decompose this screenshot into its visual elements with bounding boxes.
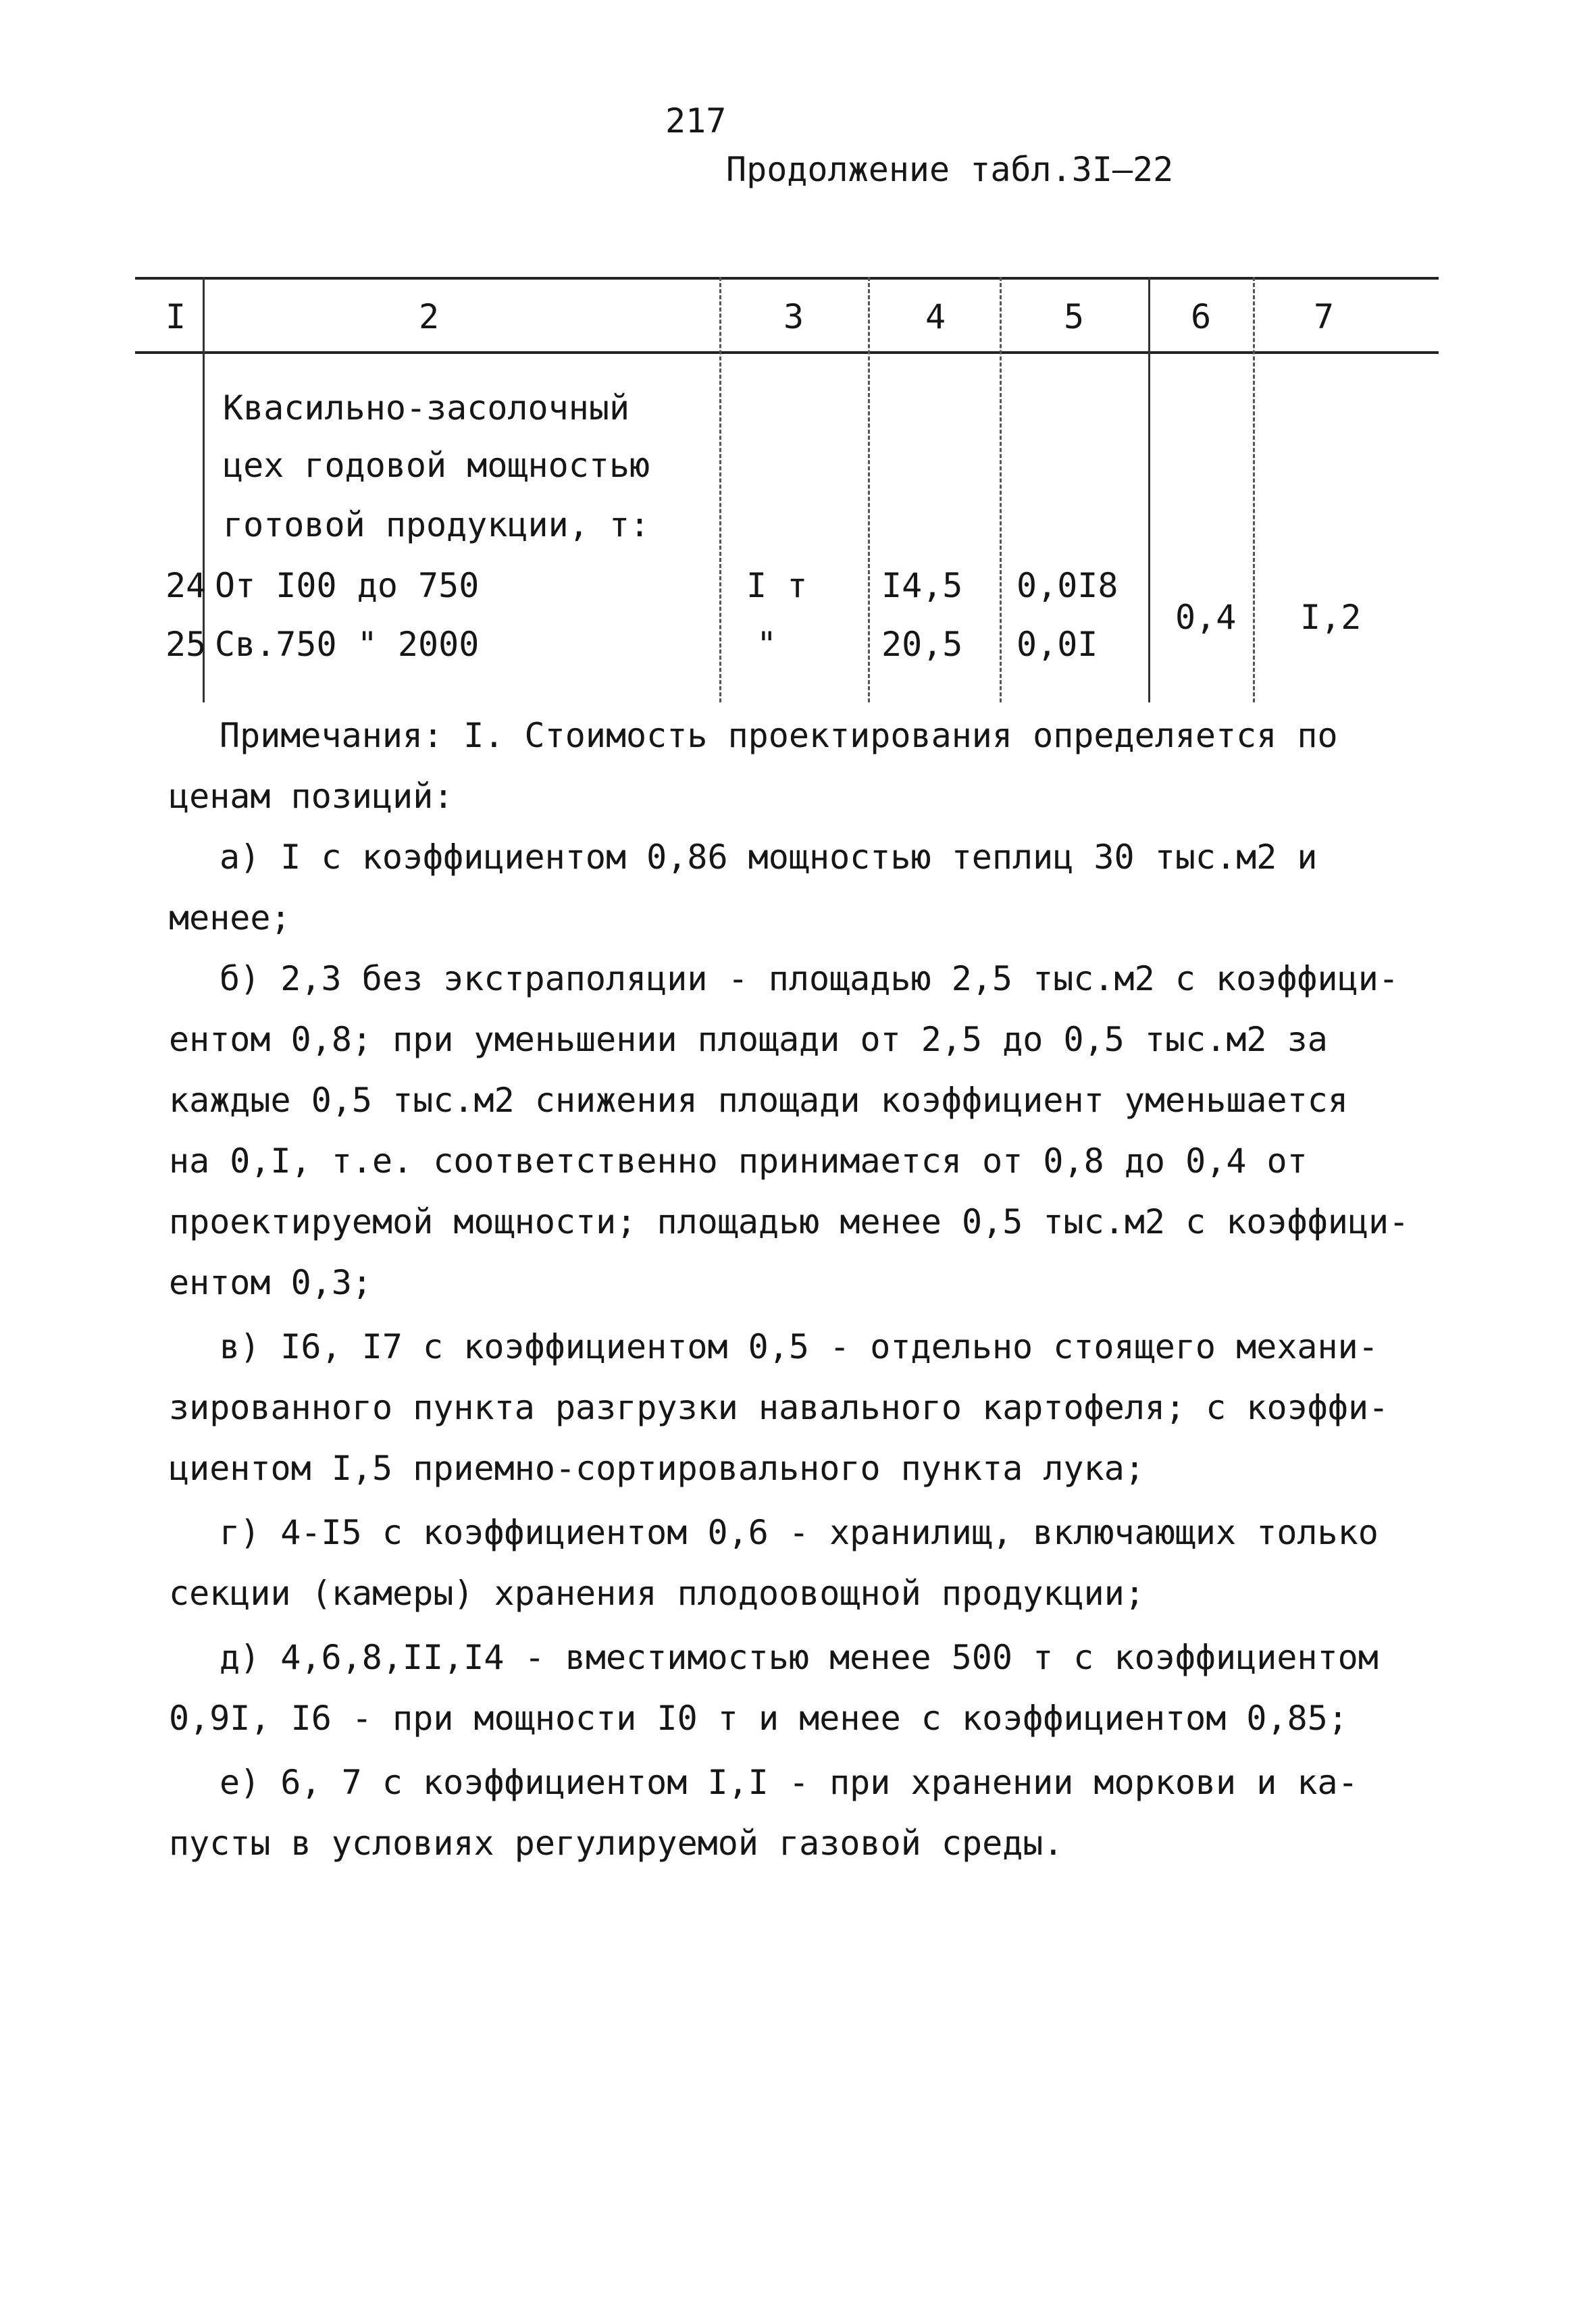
table-header-col-2: 2	[418, 297, 440, 336]
note-line: д) 4,6,8,II,I4 - вместимостью менее 500 т с коэффициентом	[220, 1638, 1379, 1677]
table-header-col-7: 7	[1313, 297, 1335, 336]
table-header-col-6: 6	[1190, 297, 1212, 336]
table-header-col-5: 5	[1063, 297, 1085, 336]
row-col-4: 20,5	[881, 625, 963, 664]
row-name: От I00 до 750	[215, 566, 480, 605]
note-line: каждые 0,5 тыс.м2 снижения площади коэффициент уменьшается	[169, 1081, 1348, 1120]
col-divider-5	[1148, 277, 1150, 702]
note-line: менее;	[169, 898, 291, 937]
row-col-5: 0,0I	[1016, 625, 1098, 664]
note-line: ентом 0,3;	[169, 1263, 373, 1302]
page-number: 217	[665, 101, 727, 140]
group-title-line: цех годовой мощностью	[223, 446, 650, 485]
row-unit: "	[756, 625, 777, 664]
table-header-rule	[135, 351, 1439, 354]
col-divider-2	[719, 277, 721, 702]
note-line: а) I с коэффициентом 0,86 мощностью теплиц 30 тыс.м2 и	[220, 838, 1318, 877]
row-number: 24	[165, 566, 207, 605]
row-name: Св.750 " 2000	[215, 625, 480, 664]
note-line: пусты в условиях регулируемой газовой среды.	[169, 1824, 1064, 1863]
col-divider-3	[868, 277, 870, 702]
note-line: в) I6, I7 с коэффициентом 0,5 - отдельно стоящего механи-	[220, 1327, 1379, 1366]
note-line: Примечания: I. Стоимость проектирования определяется по	[220, 716, 1338, 755]
row-unit: I т	[746, 566, 808, 605]
merged-col-7: I,2	[1300, 598, 1362, 637]
note-line: на 0,I, т.е. соответственно принимается от 0,8 до 0,4 от	[169, 1141, 1308, 1181]
row-number: 25	[165, 625, 207, 664]
group-title-line: готовой продукции, т:	[223, 505, 650, 544]
table-header-col-4: 4	[925, 297, 946, 336]
note-line: ценам позиций:	[169, 777, 454, 816]
merged-col-6: 0,4	[1175, 598, 1237, 637]
note-line: е) 6, 7 с коэффициентом I,I - при хранении моркови и ка-	[220, 1763, 1358, 1802]
note-line: секции (камеры) хранения плодоовощной продукции;	[169, 1574, 1145, 1613]
table-header-col-3: 3	[783, 297, 804, 336]
group-title-line: Квасильно-засолочный	[223, 388, 630, 428]
note-line: 0,9I, I6 - при мощности I0 т и менее с коэффициентом 0,85;	[169, 1699, 1348, 1738]
row-col-5: 0,0I8	[1016, 566, 1118, 605]
col-divider-6	[1253, 277, 1255, 702]
note-line: проектируемой мощности; площадью менее 0,5 тыс.м2 с коэффици-	[169, 1202, 1410, 1241]
note-line: циентом I,5 приемно-сортировального пункта лука;	[169, 1449, 1145, 1488]
note-line: ентом 0,8; при уменьшении площади от 2,5 до 0,5 тыс.м2 за	[169, 1020, 1328, 1059]
row-col-4: I4,5	[881, 566, 963, 605]
note-line: б) 2,3 без экстраполяции - площадью 2,5 тыс.м2 с коэффици-	[220, 959, 1399, 998]
col-divider-4	[1000, 277, 1002, 702]
note-line: зированного пункта разгрузки навального картофеля; с коэффи-	[169, 1388, 1389, 1427]
table-header-col-1: I	[165, 297, 186, 336]
table-top-rule	[135, 277, 1439, 280]
table-caption: Продолжение табл.3I–22	[726, 150, 1174, 189]
note-line: г) 4-I5 с коэффициентом 0,6 - хранилищ, включающих только	[220, 1513, 1379, 1552]
